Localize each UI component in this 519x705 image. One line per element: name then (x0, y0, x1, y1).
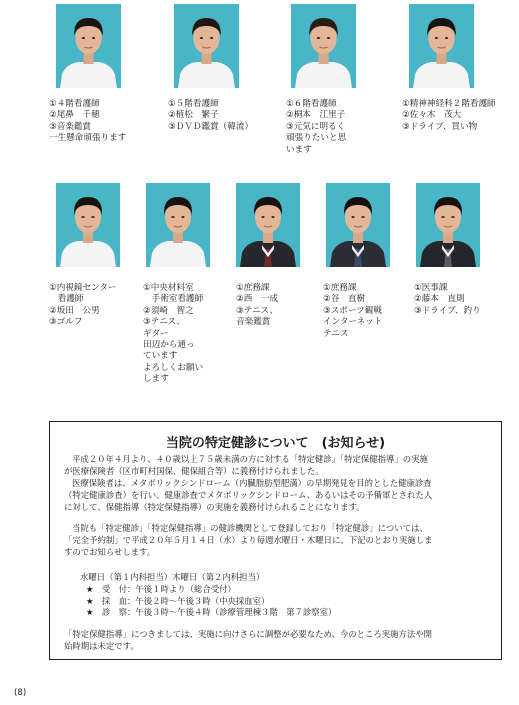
staff-photo (146, 183, 210, 267)
schedule-item: ★ 診 察：午後３時～午後４時（診療管理棟３階 第７診察室） (86, 607, 337, 618)
caption-line: ②須崎 智之 (143, 305, 194, 316)
staff-caption (49, 283, 117, 329)
staff-photo (409, 4, 474, 88)
caption-line: ています (143, 351, 178, 362)
staff-caption (414, 283, 481, 317)
paragraph-line: 平成２０年４月より、４０歳以上７５歳未満の方に対する「特定健診」「特定保健指導」の実施 (72, 454, 428, 464)
caption-line: ギター (143, 328, 169, 339)
caption-line: ③ドライブ、買い物 (402, 121, 478, 132)
page-number: (8) (14, 688, 27, 698)
notice-title: 当院の特定健診について (お知らせ) (165, 436, 386, 451)
staff-caption (286, 99, 346, 156)
caption-line: ①庶務課 (236, 283, 270, 293)
caption-line: ②坂田 公男 (49, 305, 100, 316)
schedule-item: ★ 採 血：午後２時～午後３時（中央採血室） (86, 595, 270, 606)
caption-line: します (143, 374, 169, 385)
paragraph-line: 当院も「特定健診」「特定保健指導」の健診機関として登録しており「特定健診」については、 (72, 523, 428, 533)
paragraph-line: 「特定保健指導」につきましては、実施に向けさらに調整が必要なため、今のところ実施方法や開 (64, 629, 432, 639)
notice-paragraph-3 (64, 523, 433, 558)
staff-caption (49, 99, 126, 145)
caption-line: 田辺から通っ (143, 340, 195, 351)
paragraph-line: （特定健康診査）を行い、健康診査でメタボリックシンドローム、あるいはその予備軍とされた人 (64, 489, 433, 500)
caption-line: ③スポーツ観戦 (323, 305, 382, 316)
paragraph-line: に対して、保健指導（特定保健指導）の実施を義務付けられることになります。 (64, 501, 365, 512)
caption-line: ①４階看護師 (49, 99, 100, 109)
caption-line: ③テニス、 (143, 317, 185, 328)
caption-line: ②尾鼻 千穂 (49, 110, 100, 121)
caption-line: ①５階看護師 (168, 99, 219, 109)
staff-photo (326, 183, 390, 267)
staff-photo (416, 183, 480, 267)
staff-caption (143, 283, 203, 386)
staff-photo (291, 4, 356, 88)
caption-line: 一生懸命頑張ります (49, 133, 127, 144)
caption-line: ②佐々木 茂大 (402, 110, 462, 121)
caption-line: ①医事課 (414, 283, 448, 293)
staff-caption (402, 99, 496, 133)
caption-line: よろしくお願い (143, 362, 204, 373)
staff-photo (174, 4, 239, 88)
caption-line: ②植松 繁子 (168, 110, 219, 121)
caption-line: インターネット (323, 317, 383, 328)
schedule-block (80, 572, 336, 619)
caption-line: います (286, 144, 312, 155)
caption-line: 頑張りたいと思 (286, 133, 347, 144)
staff-photo (56, 4, 121, 88)
caption-line: ②西 一成 (236, 294, 279, 305)
staff-photo (56, 183, 120, 267)
caption-line: ②藤本 直則 (414, 294, 465, 305)
caption-line: ③元気に明るく (286, 121, 346, 132)
notice-paragraph-4 (64, 629, 432, 653)
notice-paragraph-1 (64, 454, 428, 478)
caption-line: 看護師 (49, 294, 84, 305)
caption-line: ③テニス、 (236, 305, 278, 316)
schedule-heading: 水曜日（第１内科担当）木曜日（第２内科担当） (80, 572, 265, 582)
caption-line: ①庶務課 (323, 283, 357, 293)
caption-line: ①６階看護師 (286, 99, 337, 109)
staff-caption (168, 99, 253, 133)
caption-line: ③ＤＶＤ鑑賞（韓流） (168, 121, 254, 132)
staff-photo (236, 183, 300, 267)
caption-line: ①内視鏡センター (49, 283, 117, 293)
caption-line: ②桐本 江里子 (286, 110, 346, 121)
paragraph-line: 医療保険者は、メタボリックシンドローム（内臓脂肪型肥満）の早期発見を目的とした健康診査 (72, 478, 432, 488)
paragraph-line: 「完全予約制」で平成２０年５月１４日（水）より毎週水曜日・木曜日に、下記のとおり実施しま (64, 534, 433, 545)
caption-line: ③ゴルフ (49, 317, 83, 328)
schedule-item: ★ 受 付：午後１時より（総合受付） (86, 583, 236, 594)
caption-line: ①精神神経科２階看護師 (402, 99, 496, 109)
staff-caption (323, 283, 382, 340)
paragraph-line: 始時期は未定です。 (64, 640, 139, 651)
caption-line: ③音楽鑑賞 (49, 121, 92, 132)
caption-line: ②谷 直樹 (323, 294, 366, 305)
paragraph-line: すのでお知らせします。 (64, 546, 156, 557)
notice-box (49, 421, 502, 660)
caption-line: ①中央材料室 (143, 283, 194, 293)
caption-line: テニス (323, 328, 349, 339)
caption-line: ③ドライブ、釣り (414, 305, 481, 316)
caption-line: 手術室看護師 (143, 294, 204, 305)
paragraph-line: が医療保険者（区市町村国保、健保組合等）に義務付けられました。 (64, 465, 324, 476)
staff-caption (236, 283, 278, 329)
notice-paragraph-2 (64, 478, 432, 513)
caption-line: 音楽鑑賞 (236, 317, 271, 328)
